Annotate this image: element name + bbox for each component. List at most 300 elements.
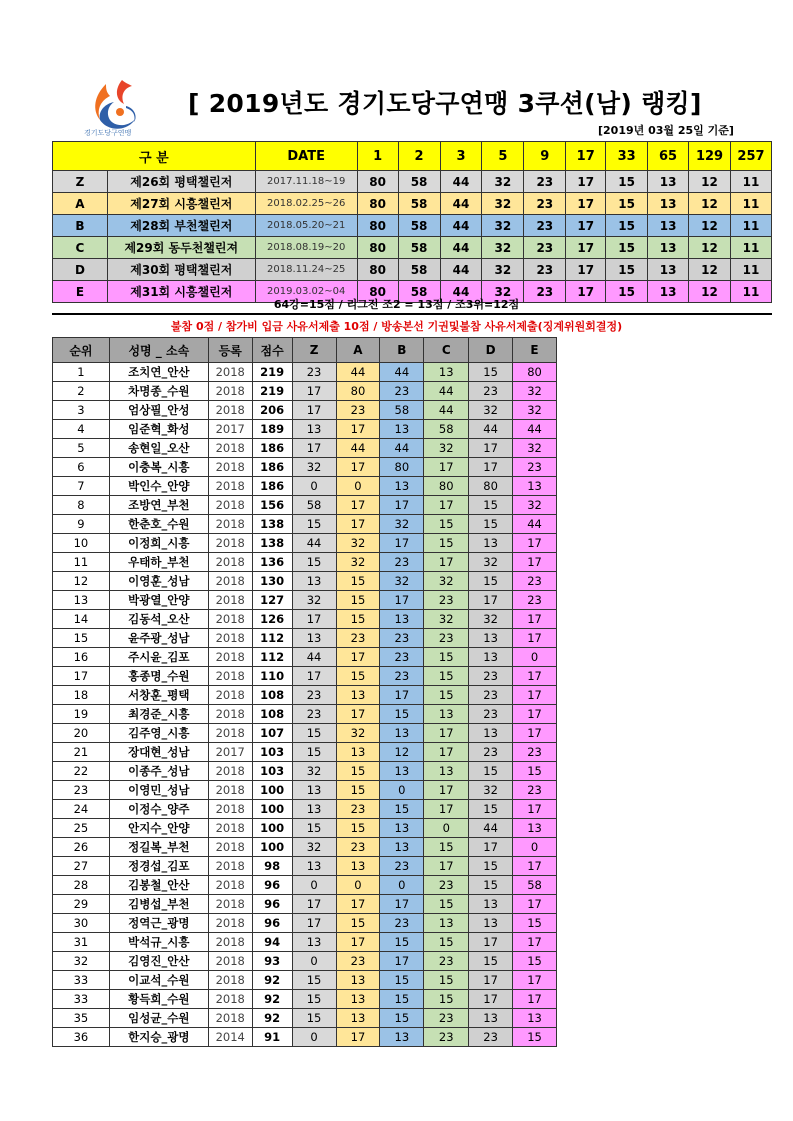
score-d-cell: 13 — [469, 895, 513, 914]
score-z-cell: 32 — [292, 591, 336, 610]
rank-cell: 29 — [53, 895, 110, 914]
total-score-cell: 96 — [252, 895, 292, 914]
placement-points: 58 — [398, 259, 440, 281]
score-e-cell: 32 — [513, 439, 557, 458]
registration-year-cell: 2018 — [208, 458, 252, 477]
rank-cell: 22 — [53, 762, 110, 781]
player-name-cell: 한지승_광명 — [109, 1028, 208, 1047]
score-e-cell: 15 — [513, 952, 557, 971]
player-name-cell: 송현일_오산 — [109, 439, 208, 458]
registration-year-cell: 2018 — [208, 363, 252, 382]
score-z-cell: 23 — [292, 363, 336, 382]
score-c-cell: 13 — [424, 363, 469, 382]
tournament-date: 2017.11.18~19 — [255, 171, 357, 193]
ranking-row — [53, 496, 557, 515]
total-score-cell: 96 — [252, 876, 292, 895]
ranking-row — [53, 667, 557, 686]
score-d-cell: 80 — [469, 477, 513, 496]
score-d-cell: 13 — [469, 1009, 513, 1028]
score-z-cell: 58 — [292, 496, 336, 515]
schedule-row — [53, 237, 772, 259]
score-a-cell: 80 — [336, 382, 380, 401]
placement-points: 17 — [566, 193, 606, 215]
placement-points: 12 — [689, 215, 731, 237]
score-c-cell: 15 — [424, 933, 469, 952]
score-b-cell: 15 — [380, 933, 424, 952]
score-b-cell: 0 — [380, 876, 424, 895]
total-score-cell: 206 — [252, 401, 292, 420]
score-a-cell: 15 — [336, 914, 380, 933]
score-z-cell: 32 — [292, 458, 336, 477]
rank-cell: 4 — [53, 420, 110, 439]
score-b-cell: 13 — [380, 838, 424, 857]
rank-cell: 15 — [53, 629, 110, 648]
placement-points: 80 — [357, 171, 398, 193]
score-a-cell: 17 — [336, 895, 380, 914]
rank-cell: 28 — [53, 876, 110, 895]
rank-cell: 18 — [53, 686, 110, 705]
placement-points: 32 — [482, 281, 524, 303]
score-z-cell: 32 — [292, 762, 336, 781]
score-z-cell: 15 — [292, 1009, 336, 1028]
score-z-cell: 13 — [292, 629, 336, 648]
score-d-cell: 17 — [469, 990, 513, 1009]
score-e-cell: 15 — [513, 914, 557, 933]
placement-points: 12 — [689, 259, 731, 281]
ranking-row — [53, 762, 557, 781]
score-a-cell: 13 — [336, 857, 380, 876]
total-score-cell: 138 — [252, 534, 292, 553]
score-c-cell: 23 — [424, 1009, 469, 1028]
rank-cell: 20 — [53, 724, 110, 743]
score-e-cell: 17 — [513, 610, 557, 629]
score-z-cell: 17 — [292, 610, 336, 629]
placement-points: 15 — [606, 171, 648, 193]
score-e-cell: 0 — [513, 838, 557, 857]
placement-points: 15 — [606, 259, 648, 281]
score-d-cell: 15 — [469, 952, 513, 971]
score-a-cell: 15 — [336, 762, 380, 781]
rank-cell: 10 — [53, 534, 110, 553]
player-name-cell: 조방연_부천 — [109, 496, 208, 515]
score-z-cell: 17 — [292, 895, 336, 914]
ranking-row — [53, 838, 557, 857]
ranking-row — [53, 686, 557, 705]
player-name-cell: 김영진_안산 — [109, 952, 208, 971]
score-c-cell: 13 — [424, 914, 469, 933]
tournament-name: 제26회 평택챌린저 — [107, 171, 255, 193]
registration-year-cell: 2018 — [208, 838, 252, 857]
score-e-cell: 13 — [513, 477, 557, 496]
placement-points: 11 — [730, 171, 771, 193]
ranking-row — [53, 876, 557, 895]
score-c-cell: 15 — [424, 515, 469, 534]
score-d-cell: 23 — [469, 382, 513, 401]
schedule-row — [53, 171, 772, 193]
placement-points: 11 — [730, 193, 771, 215]
tournament-date: 2018.08.19~20 — [255, 237, 357, 259]
score-e-cell: 23 — [513, 572, 557, 591]
score-z-cell: 13 — [292, 781, 336, 800]
schedule-header-cell: 2 — [398, 142, 440, 171]
score-b-cell: 32 — [380, 515, 424, 534]
placement-points: 23 — [524, 193, 566, 215]
player-name-cell: 서창훈_평택 — [109, 686, 208, 705]
tournament-code: A — [53, 193, 108, 215]
total-score-cell: 138 — [252, 515, 292, 534]
total-score-cell: 186 — [252, 477, 292, 496]
score-d-cell: 13 — [469, 724, 513, 743]
score-a-cell: 15 — [336, 610, 380, 629]
score-e-cell: 17 — [513, 705, 557, 724]
total-score-cell: 103 — [252, 743, 292, 762]
score-c-cell: 15 — [424, 534, 469, 553]
score-b-cell: 17 — [380, 534, 424, 553]
player-name-cell: 장대현_성남 — [109, 743, 208, 762]
score-c-cell: 17 — [424, 496, 469, 515]
score-a-cell: 17 — [336, 496, 380, 515]
score-b-cell: 17 — [380, 496, 424, 515]
player-name-cell: 김병섭_부천 — [109, 895, 208, 914]
ranking-row — [53, 781, 557, 800]
total-score-cell: 100 — [252, 800, 292, 819]
score-c-cell: 0 — [424, 819, 469, 838]
total-score-cell: 186 — [252, 439, 292, 458]
score-z-cell: 0 — [292, 1028, 336, 1047]
rank-cell: 26 — [53, 838, 110, 857]
registration-year-cell: 2018 — [208, 933, 252, 952]
score-a-cell: 13 — [336, 990, 380, 1009]
score-b-cell: 58 — [380, 401, 424, 420]
rank-cell: 31 — [53, 933, 110, 952]
score-a-cell: 44 — [336, 363, 380, 382]
rank-cell: 8 — [53, 496, 110, 515]
placement-points: 11 — [730, 281, 771, 303]
score-z-cell: 17 — [292, 401, 336, 420]
score-e-cell: 17 — [513, 990, 557, 1009]
score-a-cell: 17 — [336, 705, 380, 724]
score-b-cell: 12 — [380, 743, 424, 762]
score-d-cell: 23 — [469, 705, 513, 724]
registration-year-cell: 2018 — [208, 648, 252, 667]
score-d-cell: 17 — [469, 458, 513, 477]
score-c-cell: 15 — [424, 895, 469, 914]
score-d-cell: 15 — [469, 572, 513, 591]
score-c-cell: 17 — [424, 724, 469, 743]
ranking-row — [53, 439, 557, 458]
score-c-cell: 17 — [424, 743, 469, 762]
schedule-header-cell: 5 — [482, 142, 524, 171]
score-e-cell: 23 — [513, 743, 557, 762]
score-e-cell: 32 — [513, 496, 557, 515]
score-e-cell: 23 — [513, 458, 557, 477]
ranking-row — [53, 553, 557, 572]
tournament-date: 2018.11.24~25 — [255, 259, 357, 281]
score-d-cell: 13 — [469, 648, 513, 667]
ranking-header-cell: A — [336, 338, 380, 363]
score-d-cell: 23 — [469, 667, 513, 686]
score-d-cell: 32 — [469, 610, 513, 629]
score-z-cell: 15 — [292, 743, 336, 762]
score-c-cell: 13 — [424, 762, 469, 781]
score-d-cell: 44 — [469, 420, 513, 439]
registration-year-cell: 2018 — [208, 401, 252, 420]
ranking-header-cell: B — [380, 338, 424, 363]
registration-year-cell: 2018 — [208, 952, 252, 971]
ranking-row — [53, 1009, 557, 1028]
score-e-cell: 44 — [513, 515, 557, 534]
ranking-row — [53, 990, 557, 1009]
total-score-cell: 112 — [252, 629, 292, 648]
total-score-cell: 92 — [252, 990, 292, 1009]
score-a-cell: 0 — [336, 876, 380, 895]
total-score-cell: 100 — [252, 781, 292, 800]
score-c-cell: 58 — [424, 420, 469, 439]
score-b-cell: 13 — [380, 724, 424, 743]
total-score-cell: 126 — [252, 610, 292, 629]
score-z-cell: 44 — [292, 534, 336, 553]
placement-points: 80 — [357, 281, 398, 303]
rank-cell: 1 — [53, 363, 110, 382]
placement-points: 11 — [730, 215, 771, 237]
score-e-cell: 44 — [513, 420, 557, 439]
total-score-cell: 108 — [252, 705, 292, 724]
schedule-header-cell: 1 — [357, 142, 398, 171]
total-score-cell: 103 — [252, 762, 292, 781]
ranking-row — [53, 971, 557, 990]
score-a-cell: 0 — [336, 477, 380, 496]
score-z-cell: 23 — [292, 686, 336, 705]
score-z-cell: 0 — [292, 952, 336, 971]
score-e-cell: 15 — [513, 762, 557, 781]
ranking-row — [53, 515, 557, 534]
total-score-cell: 100 — [252, 819, 292, 838]
placement-points: 11 — [730, 237, 771, 259]
score-z-cell: 13 — [292, 933, 336, 952]
registration-year-cell: 2018 — [208, 667, 252, 686]
score-b-cell: 15 — [380, 990, 424, 1009]
score-a-cell: 32 — [336, 724, 380, 743]
placement-points: 80 — [357, 193, 398, 215]
score-a-cell: 23 — [336, 838, 380, 857]
total-score-cell: 100 — [252, 838, 292, 857]
registration-year-cell: 2018 — [208, 515, 252, 534]
ranking-row — [53, 1028, 557, 1047]
rank-cell: 14 — [53, 610, 110, 629]
player-name-cell: 우태하_부천 — [109, 553, 208, 572]
score-a-cell: 23 — [336, 629, 380, 648]
tournament-schedule-table — [52, 141, 772, 303]
total-score-cell: 108 — [252, 686, 292, 705]
score-z-cell: 15 — [292, 553, 336, 572]
placement-points: 23 — [524, 281, 566, 303]
placement-points: 15 — [606, 237, 648, 259]
score-d-cell: 15 — [469, 496, 513, 515]
score-a-cell: 17 — [336, 1028, 380, 1047]
score-c-cell: 23 — [424, 1028, 469, 1047]
score-a-cell: 13 — [336, 743, 380, 762]
score-d-cell: 17 — [469, 971, 513, 990]
score-d-cell: 32 — [469, 781, 513, 800]
registration-year-cell: 2018 — [208, 382, 252, 401]
score-z-cell: 17 — [292, 914, 336, 933]
score-b-cell: 23 — [380, 382, 424, 401]
rank-cell: 19 — [53, 705, 110, 724]
placement-points: 15 — [606, 193, 648, 215]
player-name-cell: 김봉철_안산 — [109, 876, 208, 895]
placement-points: 44 — [440, 281, 482, 303]
ranking-row — [53, 648, 557, 667]
score-d-cell: 15 — [469, 515, 513, 534]
player-name-cell: 홍종명_수원 — [109, 667, 208, 686]
placement-points: 44 — [440, 259, 482, 281]
placement-points: 44 — [440, 237, 482, 259]
points-note: 64강=15점 / 리그전 조2 = 13점 / 조3위=12점 — [273, 298, 520, 311]
total-score-cell: 186 — [252, 458, 292, 477]
score-b-cell: 13 — [380, 762, 424, 781]
total-score-cell: 93 — [252, 952, 292, 971]
tournament-code: E — [53, 281, 108, 303]
score-a-cell: 13 — [336, 686, 380, 705]
total-score-cell: 107 — [252, 724, 292, 743]
score-e-cell: 15 — [513, 1028, 557, 1047]
score-d-cell: 23 — [469, 686, 513, 705]
ranking-row — [53, 914, 557, 933]
score-z-cell: 15 — [292, 515, 336, 534]
total-score-cell: 219 — [252, 363, 292, 382]
placement-points: 15 — [606, 215, 648, 237]
score-z-cell: 17 — [292, 382, 336, 401]
divider — [52, 313, 772, 315]
score-b-cell: 15 — [380, 800, 424, 819]
score-c-cell: 23 — [424, 591, 469, 610]
score-d-cell: 15 — [469, 876, 513, 895]
score-e-cell: 17 — [513, 534, 557, 553]
score-e-cell: 17 — [513, 553, 557, 572]
score-d-cell: 17 — [469, 439, 513, 458]
rank-cell: 5 — [53, 439, 110, 458]
score-c-cell: 32 — [424, 610, 469, 629]
placement-points: 44 — [440, 171, 482, 193]
ranking-table — [52, 337, 557, 1047]
schedule-header-cell: 257 — [730, 142, 771, 171]
score-a-cell: 44 — [336, 439, 380, 458]
score-c-cell: 15 — [424, 971, 469, 990]
registration-year-cell: 2018 — [208, 610, 252, 629]
score-d-cell: 15 — [469, 363, 513, 382]
rank-cell: 23 — [53, 781, 110, 800]
score-e-cell: 17 — [513, 933, 557, 952]
player-name-cell: 최경준_시흥 — [109, 705, 208, 724]
score-z-cell: 44 — [292, 648, 336, 667]
registration-year-cell: 2018 — [208, 496, 252, 515]
score-d-cell: 44 — [469, 819, 513, 838]
score-c-cell: 15 — [424, 838, 469, 857]
score-d-cell: 23 — [469, 743, 513, 762]
ranking-row — [53, 800, 557, 819]
score-c-cell: 15 — [424, 667, 469, 686]
score-b-cell: 0 — [380, 781, 424, 800]
tournament-code: D — [53, 259, 108, 281]
score-b-cell: 13 — [380, 1028, 424, 1047]
ranking-row — [53, 363, 557, 382]
score-c-cell: 17 — [424, 553, 469, 572]
ranking-row — [53, 857, 557, 876]
ranking-row — [53, 591, 557, 610]
rank-cell: 30 — [53, 914, 110, 933]
registration-year-cell: 2018 — [208, 705, 252, 724]
score-z-cell: 17 — [292, 667, 336, 686]
score-z-cell: 15 — [292, 724, 336, 743]
player-name-cell: 정역근_광명 — [109, 914, 208, 933]
score-e-cell: 0 — [513, 648, 557, 667]
rank-cell: 9 — [53, 515, 110, 534]
registration-year-cell: 2018 — [208, 572, 252, 591]
placement-points: 32 — [482, 193, 524, 215]
score-b-cell: 17 — [380, 952, 424, 971]
placement-points: 12 — [689, 193, 731, 215]
score-z-cell: 15 — [292, 990, 336, 1009]
placement-points: 12 — [689, 281, 731, 303]
score-e-cell: 17 — [513, 629, 557, 648]
registration-year-cell: 2018 — [208, 971, 252, 990]
score-a-cell: 13 — [336, 971, 380, 990]
score-e-cell: 80 — [513, 363, 557, 382]
placement-points: 12 — [689, 171, 731, 193]
score-c-cell: 17 — [424, 800, 469, 819]
score-a-cell: 17 — [336, 458, 380, 477]
player-name-cell: 박인수_안양 — [109, 477, 208, 496]
rank-cell: 27 — [53, 857, 110, 876]
score-a-cell: 15 — [336, 591, 380, 610]
total-score-cell: 219 — [252, 382, 292, 401]
player-name-cell: 김동석_오산 — [109, 610, 208, 629]
score-c-cell: 15 — [424, 648, 469, 667]
score-a-cell: 15 — [336, 572, 380, 591]
placement-points: 58 — [398, 193, 440, 215]
registration-year-cell: 2017 — [208, 420, 252, 439]
ranking-header-cell: E — [513, 338, 557, 363]
rank-cell: 6 — [53, 458, 110, 477]
placement-points: 17 — [566, 281, 606, 303]
placement-points: 32 — [482, 237, 524, 259]
score-z-cell: 32 — [292, 838, 336, 857]
registration-year-cell: 2018 — [208, 553, 252, 572]
score-c-cell: 17 — [424, 458, 469, 477]
placement-points: 32 — [482, 259, 524, 281]
player-name-cell: 주시윤_김포 — [109, 648, 208, 667]
total-score-cell: 130 — [252, 572, 292, 591]
score-c-cell: 32 — [424, 572, 469, 591]
player-name-cell: 정길복_부천 — [109, 838, 208, 857]
player-name-cell: 조치연_안산 — [109, 363, 208, 382]
total-score-cell: 136 — [252, 553, 292, 572]
rank-cell: 2 — [53, 382, 110, 401]
score-d-cell: 17 — [469, 838, 513, 857]
score-c-cell: 15 — [424, 990, 469, 1009]
registration-year-cell: 2018 — [208, 724, 252, 743]
score-d-cell: 32 — [469, 553, 513, 572]
ranking-header-cell: C — [424, 338, 469, 363]
score-a-cell: 15 — [336, 667, 380, 686]
placement-points: 32 — [482, 171, 524, 193]
score-a-cell: 23 — [336, 800, 380, 819]
score-b-cell: 15 — [380, 1009, 424, 1028]
score-z-cell: 0 — [292, 477, 336, 496]
score-b-cell: 44 — [380, 363, 424, 382]
score-b-cell: 23 — [380, 553, 424, 572]
score-e-cell: 32 — [513, 401, 557, 420]
